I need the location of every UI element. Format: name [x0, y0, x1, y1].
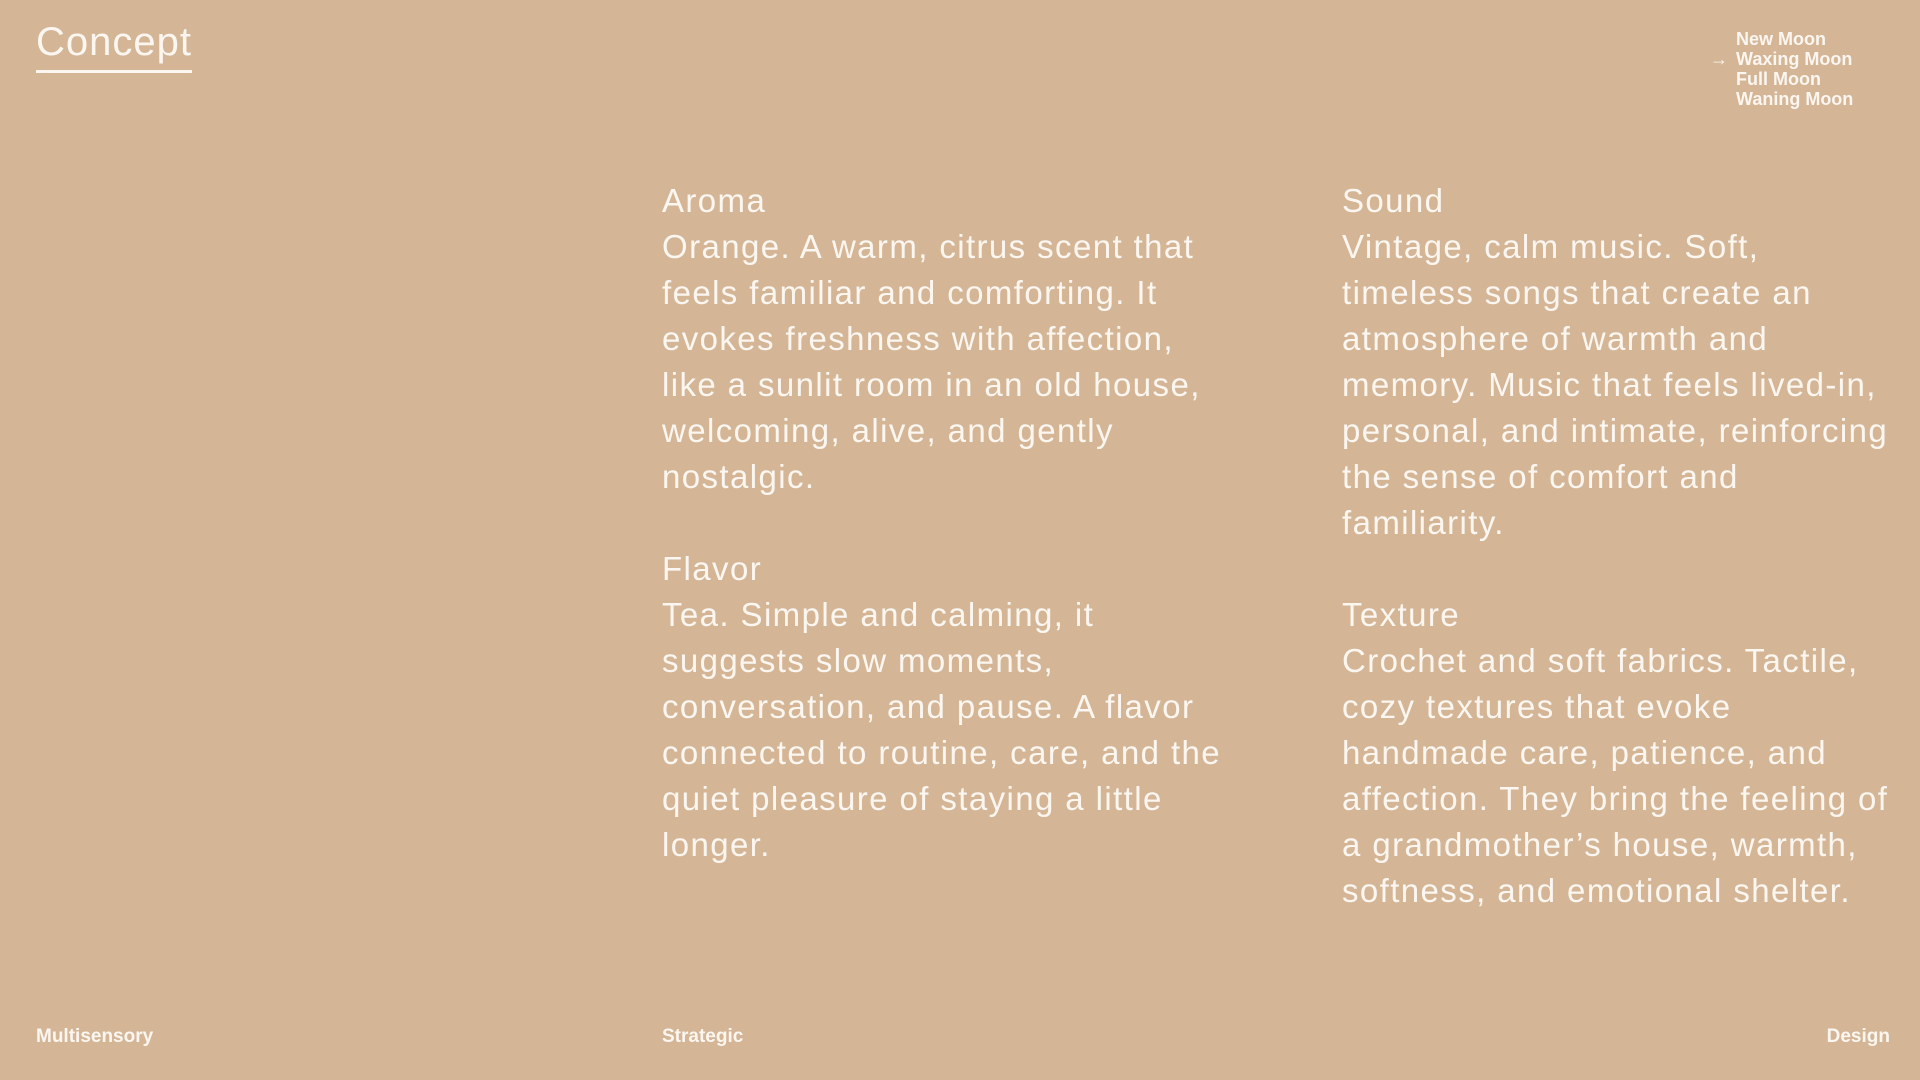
footer-design: Design [1826, 1026, 1890, 1047]
right-column [1342, 178, 1902, 914]
left-column [662, 178, 1222, 868]
moon-phase-nav [1710, 29, 1880, 109]
phase-item-full-moon[interactable] [1710, 69, 1880, 89]
phase-label: Waning Moon [1736, 89, 1854, 109]
texture-text: Crochet and soft fabrics. Tactile, cozy textures that evoke handmade care, patience, and affection. They bring the feeling of a grandmother’s house, warmth, softness, and emotional shelter. [1342, 642, 1889, 909]
phase-item-new-moon[interactable] [1710, 29, 1880, 49]
footer-strategic: Strategic [662, 1026, 744, 1047]
phase-label: Waxing Moon [1736, 49, 1853, 69]
sound-text: Vintage, calm music. Soft, timeless songs that create an atmosphere of warmth and memory. Music that feels lived-in, personal, and intimate, reinforcing the sense of comfort and familiarity. [1342, 228, 1889, 541]
aroma-text: Orange. A warm, citrus scent that feels familiar and comforting. It evokes freshness with affection, like a sunlit room in an old house, welcoming, alive, and gently nostalgic. [662, 228, 1201, 495]
phase-item-waning-moon[interactable] [1710, 89, 1880, 109]
sound-heading: Sound [1342, 182, 1445, 219]
sound-section [1342, 178, 1902, 546]
phase-label: New Moon [1736, 29, 1826, 49]
flavor-heading: Flavor [662, 550, 763, 587]
phase-item-waxing-moon[interactable] [1710, 49, 1880, 69]
texture-section [1342, 592, 1902, 914]
flavor-text: Tea. Simple and calming, it suggests slow moments, conversation, and pause. A flavor connected to routine, care, and the quiet pleasure of staying a little longer. [662, 596, 1222, 863]
footer-multisensory: Multisensory [36, 1026, 154, 1047]
aroma-heading: Aroma [662, 182, 767, 219]
page-title: Concept [36, 20, 192, 73]
aroma-section [662, 178, 1222, 500]
texture-heading: Texture [1342, 596, 1461, 633]
flavor-section [662, 546, 1222, 868]
phase-label: Full Moon [1736, 69, 1821, 89]
arrow-right-icon: → [1710, 49, 1728, 69]
